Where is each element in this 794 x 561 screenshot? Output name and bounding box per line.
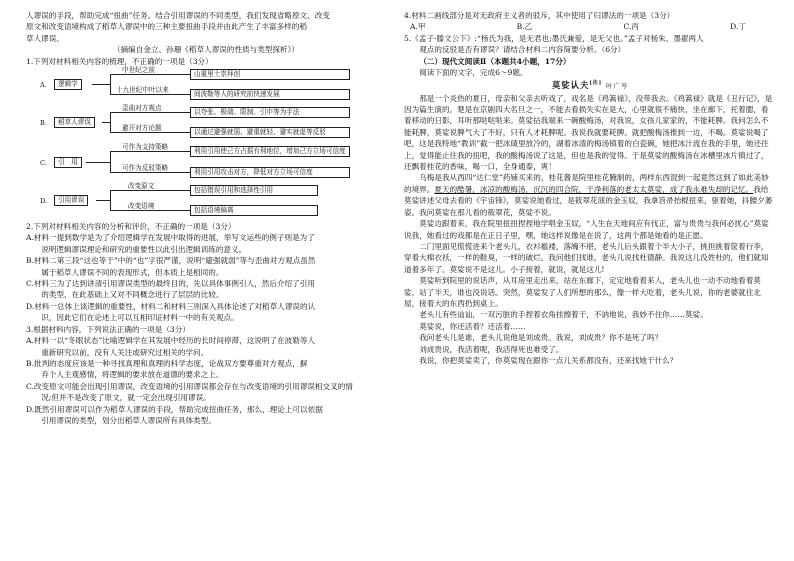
- intro-line: 人谬误的手段，帮助完成“扭曲”任务。结合引用谬误的不同类型，我们发现省略原文、改变: [26, 11, 330, 20]
- paragraph-text: 我给莫娑讲述父母去看的《宇宙锋》，莫娑说她看过，是筱翠花演的金玉奴，我拿笤帚抬棍扭来，驱着她，抖腰夕萎姿。我问莫娑在那儿看的筱翠花，莫娑不说。: [404, 184, 773, 217]
- section-heading: （二）现代文阅读Ⅱ（本题共4小题，17分）: [419, 56, 571, 66]
- title-note-marker: [注]: [589, 80, 603, 87]
- strawman-box: 稻草人谬误: [54, 117, 95, 128]
- d-mid-label: 改变语境: [128, 202, 155, 211]
- paragraph-text: 乌梅是我从西四“达仁堂”药铺买来的，桂花酱是院里桂花腌制的，两样东西混到一起: [419, 173, 701, 183]
- right-column: [404, 10, 776, 366]
- q2-option-c: C.材料三为了达到讲清引用谬误类型的最终目的，先以具体事例引人，然后介绍了引用: [26, 279, 315, 289]
- question-5-cont: 观点的反驳是否有谬误？请结合材料二内容简要分析。（6分）: [419, 45, 626, 55]
- b-top-label: 歪曲对方观点: [122, 104, 162, 113]
- q3-option-d-cont: 引用谬误的类型，划分出稻草人谬误所有具体类型。: [41, 415, 216, 425]
- passage-paragraph: 刘成贵说，我活着呢，我活得死也难受了。: [419, 344, 564, 354]
- d-top-label: 改变原文: [128, 182, 155, 191]
- question-4: 4.材料二画线部分是对无政府主义者的驳斥，其中使用了归谬法的一项是（3分）: [404, 11, 675, 20]
- c-mid-label: 可作为反驳策略: [122, 164, 169, 173]
- q2-option-a: A.材料一提到数学是为了介绍逻辑学在发展中取得的进展，举写文运些的例子则是为了: [26, 233, 315, 243]
- citation-box: 引 用: [54, 157, 82, 168]
- passage-paragraph: 老头儿有些讪讪，一双污脏的手捏着衣角挂擦着干，不讷地说，我妙不住你……莫娑。: [419, 310, 708, 320]
- q3-option-a: A.材料一以“冬眠状态”比喻逻辑学在其发展中经历的长时间停滞，这说明了在波勒等人: [26, 336, 316, 346]
- q3-option-d: D.既然引用谬误可以作为稻草人谬误的手段，帮助完成扭曲任务，那么，理论上可以依据: [26, 404, 323, 414]
- passage-paragraph: 莫娑边跟着来，我在院里扭扭捏捏地学唱金玉奴，“人生在天地间应有伐正，富与贵贵与我何必扰心”莫娑说我，她看过的戏都是在正日子里，嘿，她这样说像是在说了，这两个都是她看的是正愿。: [404, 219, 769, 240]
- q4-option-a: A.甲: [410, 22, 426, 32]
- logic-box: 逻辑学: [54, 79, 82, 90]
- q4-option-d: D.丁: [730, 22, 746, 32]
- intro-line: 草人谬误。: [26, 33, 64, 43]
- passage-paragraph: 那是一个炎热的夏日，母亲和父亲去听戏了，戏名是《鸡篙禄》，没带我去。《鸡篙禄》就是《丑行记》，是因为篇生演的。楚是在京剧四大名旦之一，不能去看损失实在是大，心里就很不痛快，坐在廊下，托着腮，看着移动的日影，耳听那哒哒哒来。莫娑拈我端来一碗酸梅汤，对我说，女孩儿家家的，不能耗脾。我问怎么不能耗脾，莫娑说脾气大了不好，只有人才耗脾呢。我说我就要耗脾。就把酸梅汤推到一边，不喝。莫娑说喝了吧，这是我特地“教训”截一把冰碴里放冷的，湖着冰渣的梅汤镇着的白瓷碗，她把冰汁流在我的手里，她还往上，觉得能止住我的扭吧，我的酸梅汤说了这是，但也是我的觉得。于是莫娑的酸梅汤在冰槽里冰片镇过了，还飘着桂花的香味，喝一口，全身通泰，爽！: [404, 93, 773, 172]
- q3-option-a-cont: 重新研究以前，没有人关注或研究过相关的学问。: [41, 347, 209, 357]
- question-5: 5.《孟子·滕文公下》:“杨氏为我，是无君也;墨氏兼爱，是无父也。”孟子对杨朱、墨翟两人: [404, 33, 704, 43]
- passage-title-text: 莫娑认夫: [551, 80, 590, 91]
- q2-option-a-cont: 说明逻辑谬误理论和研究的重要性以此引出逻辑训练的意义。: [41, 244, 247, 254]
- intro-line: 原文和改变语境构成了稻草人谬误中的三种主要扭曲手段并由此产生了丰富多样的稻: [26, 22, 307, 32]
- question-1: 1.下列对材料相关内容的梳理，不正确的一项是（3分）: [26, 56, 213, 66]
- q3-option-c-cont: 况;但并不是改变了原文，就一定会出现引用谬误。: [41, 393, 211, 403]
- a-top-label: 中世纪之前: [122, 66, 155, 75]
- d-result-2: 包括语境偏离: [190, 205, 318, 216]
- q1-diagram: [40, 66, 370, 219]
- q3-option-b: B.批判的态度应该是一种寻找真理和真理的科学态度，论战双方要尊重对方观点，摒: [26, 358, 308, 368]
- q4-options: [404, 21, 776, 32]
- option-a-label: A.: [40, 81, 47, 90]
- passage-paragraph: 我问老头儿是谁，老头儿说他是刘成贵。我说，刘成贵？你不是死了吗？: [419, 333, 663, 343]
- q3-option-b-cont: 弃个人主观感情，将逻辑的要求放在道德的要求之上。: [41, 370, 224, 380]
- reading-instruction: 阅读下面的文字，完成6～9题。: [419, 68, 528, 78]
- passage-title: [404, 78, 776, 92]
- q2-option-c-cont: 的类型，在此基础上又对不同概念进行了层层的比较。: [41, 290, 224, 300]
- question-2: 2.下列对材料相关内容的分析和评价，不正确的一项是（3分）: [26, 222, 236, 232]
- passage-paragraph: [404, 172, 776, 218]
- passage-paragraph: 莫娑说，你还活着？还活着……: [419, 321, 526, 331]
- c-top-label: 可作为支持策略: [122, 143, 169, 152]
- q2-option-d-cont: 识，因此它们在论述上可以互相印证材料一中的有关观点。: [41, 313, 239, 323]
- q4-option-c: C.丙: [623, 22, 639, 32]
- option-b-label: B.: [40, 119, 47, 128]
- a-result-2: 间波勒等人的研究前快速发展: [190, 89, 350, 100]
- paragraph-text: 竟然这到了如此美妙的境界。: [404, 173, 769, 194]
- underlined-sentence: 夏天的酷暑，冰凉的酸梅汤，沉沉的四合院，干净利落的老太太莫娑，成了我永难失却的记忆。: [434, 184, 754, 194]
- c-result-2: 利用引用攻击对方，降低对方立场可信度: [190, 167, 350, 178]
- q3-option-c: C.改变原文可能会出现引用谬误，改变语境的引用谬误都会存在与改变语境的引用谬误相交叉的情: [26, 381, 353, 391]
- c-result-1: 利用引用使己方占据有利地位，增加己方立场可信度: [190, 146, 350, 157]
- question-3: 3.根据材料内容，下列说法正确的一项是（3分）: [26, 324, 190, 334]
- citation-fallacy-box: 引用谬误: [54, 195, 88, 206]
- left-column: [26, 10, 386, 426]
- passage-author: 叶广芩: [605, 82, 629, 91]
- a-mid-label: 十九世纪中叶以来: [116, 86, 169, 95]
- q4-option-b: B.乙: [516, 22, 533, 32]
- passage-paragraph: 二门里面见慌慌进来个老头儿，衣衫褴褛，落魄不堪，老头儿后头跟着个半大小子，挑担挑着筐着行李，穿着大棉衣袄，一样的鞋臭，一样的破烂。我问他们找谁，老头儿说找杜德静。我说这儿没姓杜的，他们就知道着多年了。莫娑说不是这儿。小子接着，就说，就是这儿!: [404, 241, 769, 274]
- b-mid-label: 避开对方论题: [122, 124, 162, 133]
- b-result-1: 以夸张、极端、限制、引申等为手法: [190, 107, 350, 118]
- option-d-label: D.: [40, 197, 48, 206]
- passage-paragraph: 我说，你把莫娑卖了，你莫娑现在跟你一点儿关系都没有，还来找她干什么？: [419, 355, 678, 365]
- b-result-2: 以通过避强就弱、避重就轻、避实就虚等反驳: [190, 127, 350, 138]
- passage-paragraph: 莫娑听到院里的说话声，从耳房里走出来，站在东廊下，定定地看着来人，老头儿也一动不动地看着莫娑，站了半天，谁也没说话。突然，莫娑发了人们所想的那么，像一样大吃着，老头儿说，你的老婆就住北屋，接着大的东西扔到桌上。: [404, 276, 761, 308]
- q2-option-b-cont: 属于稻草人谬误不同的表现形式，但本质上是相同的。: [41, 267, 224, 277]
- a-result-1: 山重里土崇拜创: [190, 69, 350, 80]
- source-citation: （摘编自金立、孙珊《稻草人谬误的性质与类型探析》）: [112, 45, 300, 55]
- d-result-1: 包括错误引用和选择性引用: [190, 185, 318, 196]
- q2-option-b: B.材料二第三段“这也等于”中的“也”字很严谨，说明“避强就弱”等与歪曲对方观点虽然: [26, 256, 316, 266]
- option-c-label: C.: [40, 159, 47, 168]
- q2-option-d: D.材料一总体上谈逻辑的重要性，材料二和材料三则深入具体论述了对稻草人谬误的认: [26, 301, 316, 311]
